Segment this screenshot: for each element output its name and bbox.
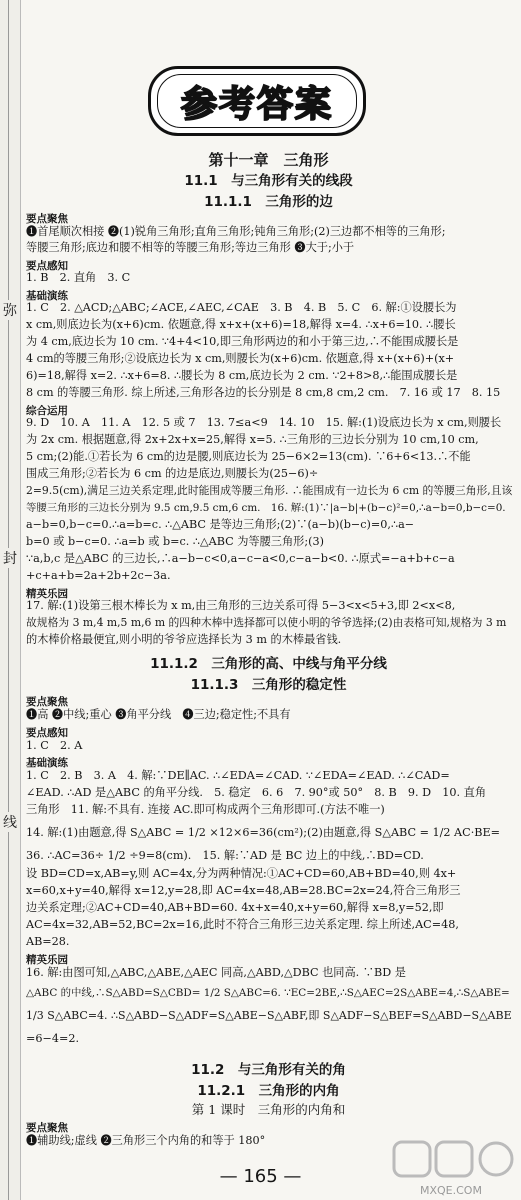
answer-line: 为 2x cm. 根据题意,得 2x+2x+x=25,解得 x=5. ∴三角形的三边长分别为 10 cm,10 cm, — [26, 433, 479, 446]
label-basic-practice: 基础演练 — [26, 757, 68, 769]
page-title: 参考答案 — [180, 83, 333, 125]
answer-line: 边关系定理;②AC+CD=40,AB+BD=60. 4x+x=40,x+y=60,解得 x=8,y=52,即 — [26, 901, 444, 914]
answer-line: 1. C 2. △ACD;△ABC;∠ACE,∠AEC,∠CAE 3. B 4. B 5. C 6. 解:①设腰长为 — [26, 301, 457, 314]
lesson-heading: 第 1 课时 三角形的内角和 — [191, 1102, 346, 1117]
answer-line: 8 cm 的等腰三角形. 综上所述,三角形各边的长分别是 8 cm,8 cm,2 cm. 7. 16 或 17 8. 15 — [26, 386, 501, 399]
answer-line: b=0 或 b−c=0. ∴a=b 或 b=c. ∴△ABC 为等腰三角形;(3) — [26, 535, 324, 548]
section-heading-11-2-1: 11.2.1 三角形的内角 — [197, 1083, 340, 1099]
section-heading-11-1: 11.1 与三角形有关的线段 — [184, 173, 353, 189]
answer-line: 设 BD=CD=x,AB=y,则 AC=4x,分为两种情况:①AC+CD=60,AB+BD=40,则 4x+ — [26, 867, 457, 880]
margin-char-3: 线 — [2, 812, 18, 832]
title-inner-frame — [157, 74, 357, 128]
answer-line: 三角形 11. 解:不具有. 连接 AC.即可构成两个三角形即可.(方法不唯一) — [26, 803, 385, 816]
answer-line: 2=9.5(cm),满足三边关系定理,此时能围成等腰三角形. ∴能围成有一边长为 6 cm 的等腰三角形,且该 — [26, 484, 513, 497]
answer-line: 1/3 S△ABC=4. ∴S△ABD−S△ADF=S△ABE−S△ABF,即 S△ADF−S△BEF=S△ABD−S△ABE — [26, 1009, 512, 1022]
label-perception: 要点感知 — [26, 260, 68, 272]
answer-line: ∠EAD. ∴AD 是△ABC 的角平分线. 5. 稳定 6. 6 7. 90°或 50° 8. B 9. D 10. 直角 — [26, 786, 487, 799]
answer-line: AB=28. — [26, 935, 70, 948]
answer-line: AC=4x=32,AB=52,BC=2x=16,此时不符合三角形三边关系定理. 综上所述,AC=48, — [26, 918, 459, 931]
answer-line: 为 4 cm,底边长为 10 cm. ∵4+4<10,即三角形两边的和小于第三边,∴不能围成腰长是 — [26, 335, 459, 348]
answer-line: ∵a,b,c 是△ABC 的三边长,∴a−b−c<0,a−c−a<0,c−a−b<0. ∴原式=−a+b+c−a — [26, 552, 455, 565]
answer-line: △ABC 的中线,∴S△ABD=S△CBD= 1/2 S△ABC=6. ∵EC=2BE,∴S△AEC=2S△ABE=4,∴S△ABE= — [26, 987, 510, 999]
answer-line: 等腰三角形的三边长分别为 9.5 cm,9.5 cm,6 cm. 16. 解:(1)∵|a−b|+(b−c)²=0,∴a−b=0,b−c=0. — [26, 502, 506, 514]
watermark-text: MXQE.COM — [420, 1184, 482, 1197]
answer-line: 围成三角形;②若长为 6 cm 的边是底边,则腰长为(25−6)÷ — [26, 467, 319, 480]
answer-line: 等腰三角形;底边和腰不相等的等腰三角形;等边三角形 ❸大于;小于 — [26, 241, 355, 254]
page-number: — 165 — — [219, 1166, 302, 1187]
label-key-points: 要点聚焦 — [26, 696, 68, 708]
answer-line: x=60,x+y=40,解得 x=12,y=28,即 AC=4x=48,AB=28.BC=2x=24,符合三角形三 — [26, 884, 461, 897]
answer-line: 4 cm的等腰三角形;②设底边长为 x cm,则腰长为(x+6)cm. 依题意,得 x+(x+6)+(x+ — [26, 352, 455, 365]
answer-line: 1. C 2. B 3. A 4. 解:∵DE∥AC. ∴∠EDA=∠CAD. ∵∠EDA=∠EAD. ∴∠CAD= — [26, 769, 450, 782]
chapter-heading: 第十一章 三角形 — [208, 151, 329, 169]
answer-line: ❶高 ❷中线;重心 ❸角平分线 ❹三边;稳定性;不具有 — [26, 708, 291, 721]
section-heading-11-1-3: 11.1.3 三角形的稳定性 — [190, 677, 347, 693]
answer-line: 14. 解:(1)由题意,得 S△ABC = 1/2 ×12×6=36(cm²);(2)由题意,得 S△ABC = 1/2 AC·BE= — [26, 826, 501, 839]
answer-line: 6)=18,解得 x=2. ∴x+6=8. ∴腰长为 8 cm,底边长为 2 cm. ∵2+8>8,∴能围成腰长是 — [26, 369, 458, 382]
answer-line: 1. C 2. A — [26, 739, 83, 752]
answer-line: 17. 解:(1)设第三根木棒长为 x m,由三角形的三边关系可得 5−3<x<5+3,即 2<x<8, — [26, 599, 456, 612]
label-perception: 要点感知 — [26, 727, 68, 739]
answer-line: x cm,则底边长为(x+6)cm. 依题意,得 x+x+(x+6)=18,解得 x=4. ∴x+6=10. ∴腰长 — [26, 318, 456, 331]
answer-line: +c+a+b=2a+2b+2c−3a. — [26, 569, 171, 582]
answer-line: 1. B 2. 直角 3. C — [26, 271, 131, 284]
label-key-points: 要点聚焦 — [26, 213, 68, 225]
label-basic-practice: 基础演练 — [26, 290, 68, 302]
answer-line: 5 cm;(2)能.①若长为 6 cm的边是腰,则底边长为 25−6×2=13(cm). ∵6+6<13.∴不能 — [26, 450, 471, 463]
label-key-points: 要点聚焦 — [26, 1122, 68, 1134]
label-elite: 精英乐园 — [26, 954, 68, 966]
margin-char-2: 封 — [2, 548, 18, 568]
answer-line: a−b=0,b−c=0.∴a=b=c. ∴△ABC 是等边三角形;(2)∵(a−b)(b−c)=0,∴a− — [26, 518, 415, 531]
answer-line: 16. 解:由图可知,△ABC,△ABE,△AEC 同高,△ABD,△DBC 也同高. ∵BD 是 — [26, 966, 406, 979]
label-elite: 精英乐园 — [26, 588, 68, 600]
label-comprehensive: 综合运用 — [26, 405, 68, 417]
answer-line: =6−4=2. — [26, 1032, 80, 1045]
answer-line: ❶首尾顺次相接 ❷(1)锐角三角形;直角三角形;钝角三角形;(2)三边都不相等的三角形; — [26, 225, 446, 238]
answer-line: 9. D 10. A 11. A 12. 5 或 7 13. 7≤a<9 14. 10 15. 解:(1)设底边长为 x cm,则腰长 — [26, 416, 502, 429]
section-heading-11-1-2: 11.1.2 三角形的高、中线与角平分线 — [150, 656, 387, 672]
answer-line: ❶辅助线;虚线 ❷三角形三个内角的和等于 180° — [26, 1134, 266, 1147]
section-heading-11-1-1: 11.1.1 三角形的边 — [204, 194, 333, 210]
section-heading-11-2: 11.2 与三角形有关的角 — [191, 1062, 346, 1078]
binding-margin — [0, 0, 21, 1200]
answer-line: 的木棒价格最便宜,则小明的爷爷应选择长为 3 m 的木棒最省钱. — [26, 633, 342, 646]
margin-char-1: 弥 — [2, 300, 18, 320]
binding-line — [8, 0, 9, 1200]
answer-title-banner — [148, 66, 366, 136]
answer-line: 故规格为 3 m,4 m,5 m,6 m 的四种木棒中选择都可以使小明的爷爷选择;(2)由表格可知,规格为 3 m — [26, 616, 507, 629]
answer-line: 36. ∴AC=36÷ 1/2 ÷9=8(cm). 15. 解:∵AD 是 BC 边上的中线,∴BD=CD. — [26, 849, 424, 862]
